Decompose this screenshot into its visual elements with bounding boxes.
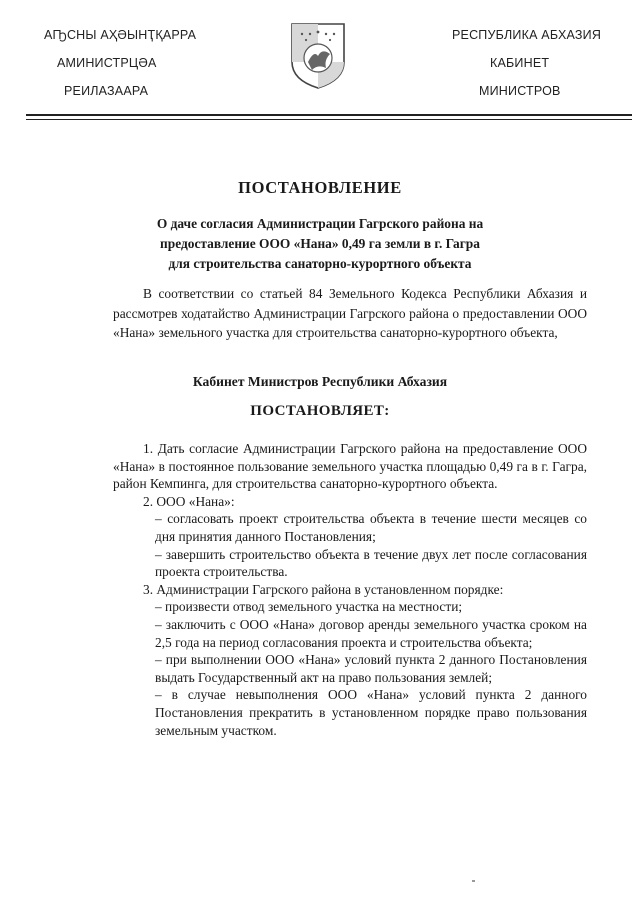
decree-subitem: – в случае невыполнения ООО «Нана» условий пункта 2 данного Постановления прекратить в установленном порядке право пользования земельным участком.	[155, 687, 587, 738]
document-subtitle	[100, 214, 540, 274]
decree-item-3: 3. Администрации Гагрского района в установленном порядке:	[143, 581, 504, 597]
decree-items	[113, 440, 587, 739]
preamble-paragraph	[113, 284, 587, 343]
subtitle-line: О даче согласия Администрации Гагрского района на	[156, 216, 484, 231]
decree-item-1: 1. Дать согласие Администрации Гагрского района на предоставление ООО «Нана» в постоянное пользование земельного участка площадью 0,49 га в г. Гагра, район Кемпинга, для строительства санаторно-курортного объекта.	[113, 441, 587, 492]
document-title: ПОСТАНОВЛЕНИЕ	[238, 178, 402, 197]
preamble-text: В соответствии со статьей 84 Земельного Кодекса Республики Абхазия и рассмотрев ходатайство Администрации Гагрского района о предоставлении ООО «Нана» земельного участка для строительства санаторно-курортного объекта,	[113, 286, 587, 340]
decree-subitem: – завершить строительство объекта в течение двух лет после согласования проекта строительства.	[155, 546, 587, 580]
header-right-line-1: РЕСПУБЛИКА АБХАЗИЯ	[452, 28, 602, 42]
header-rule-thick	[26, 114, 632, 116]
subtitle-line: для строительства санаторно-курортного объекта	[168, 256, 472, 271]
header-left-line-1: АҦСНЫ АҲӘЫНҬҚАРРА	[44, 28, 197, 42]
decree-heading: ПОСТАНОВЛЯЕТ:	[250, 403, 390, 419]
decree-item-2: 2. ООО «Нана»:	[143, 493, 235, 509]
decree-subitem: – заключить с ООО «Нана» договор аренды земельного участка сроком на 2,5 года на период согласования проекта и строительства объекта;	[155, 616, 587, 650]
scan-speck	[472, 880, 475, 882]
header-right-line-3: МИНИСТРОВ	[479, 84, 561, 98]
header-right-line-2: КАБИНЕТ	[490, 56, 550, 70]
subtitle-line: предоставление ООО «Нана» 0,49 га земли в г. Гагра	[160, 236, 480, 251]
decree-subitem: – произвести отвод земельного участка на местности;	[155, 599, 463, 615]
authority-heading: Кабинет Министров Республики Абхазия	[192, 374, 448, 389]
coat-of-arms-icon	[288, 22, 348, 90]
header-left-line-2: АМИНИСТРЦӘА	[57, 56, 157, 70]
header-rule-thin	[26, 119, 632, 120]
header-left-line-3: РЕИЛАЗААРА	[64, 84, 149, 98]
decree-subitem: – при выполнении ООО «Нана» условий пункта 2 данного Постановления выдать Государственный акт на право пользования землей;	[155, 652, 587, 685]
decree-subitem: – согласовать проект строительства объекта в течение шести месяцев со дня принятия данного Постановления;	[155, 511, 587, 544]
